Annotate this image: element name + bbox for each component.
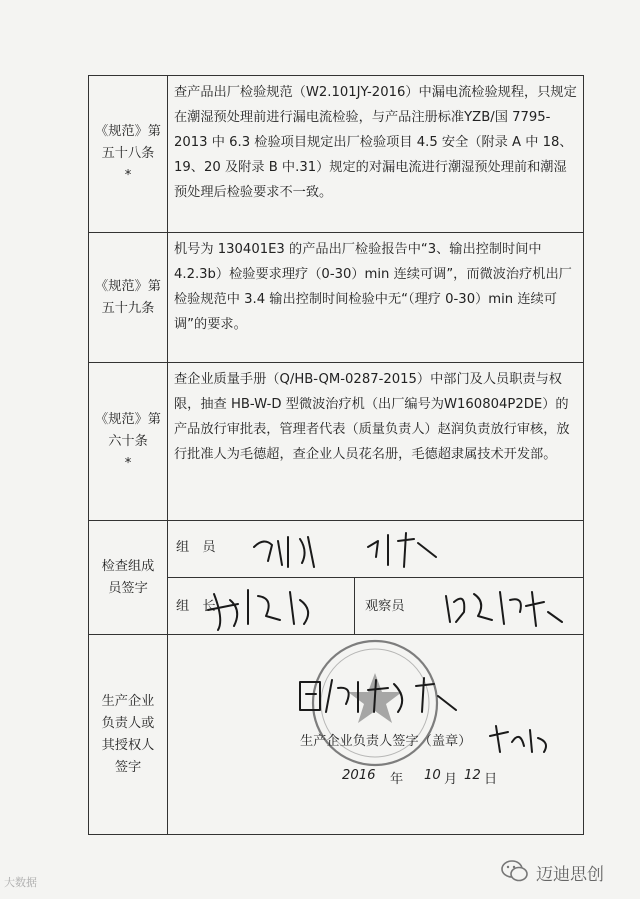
clause-label-59-line1: 《规范》第 (95, 278, 161, 294)
row-59 (89, 233, 584, 363)
inspection-label (89, 521, 168, 635)
clause-label-60-line2: 六十条 (108, 433, 148, 449)
date-month: 10 (424, 768, 441, 783)
date-day: 12 (464, 768, 481, 783)
enterprise-label-line3: 其授权人 (101, 737, 155, 753)
clause-label-59 (89, 233, 168, 363)
row-58 (89, 76, 584, 233)
clause-label-60-line1: 《规范》第 (95, 411, 161, 427)
clause-label-60-line3: * (124, 455, 132, 471)
member-signature-row (168, 521, 583, 577)
inspection-signature-row (89, 521, 584, 635)
enterprise-label (89, 635, 168, 835)
observer-label: 观察员 (365, 599, 405, 614)
clause-label-58-line1: 《规范》第 (95, 124, 161, 139)
footer-watermark: 大数据 (4, 876, 37, 889)
inspection-label-line1: 检查组成 (101, 558, 155, 574)
brand-name: 迈迪思创 (536, 865, 604, 885)
clause-label-58 (89, 76, 168, 233)
clause-label-58-line2: 五十八条 (101, 146, 155, 161)
member-signature-image (248, 527, 448, 575)
enterprise-label-line4: 签字 (114, 759, 142, 775)
wechat-icon (500, 858, 530, 884)
clause-text-58: 查产品出厂检验规范（W2.101JY-2016）中漏电流检验规程，只规定在潮湿预处理前进行漏电流检验，与产品注册标准YZB/国 7795-2013 中 6.3 检验项目规定出厂检验项目 4.5 安全（附录 A 中 18、19、20 及附录 B 中.31）规定的对漏电流进行潮湿预处理前和潮湿预处理后检验要求不一致。 (174, 85, 577, 200)
clause-content-58 (168, 76, 584, 233)
clause-text-59: 机号为 130401E3 的产品出厂检验报告中“3、输出控制时间中 4.2.3b）检验要求理疗（0-30）min 连续可调”，而微波治疗机出厂检验规范中 3.4 输出控制时间检验中无“（理疗 0-30）min 连续可调”的要求。 (174, 242, 572, 332)
enterprise-label-line2: 负责人或 (101, 715, 155, 731)
row-60 (89, 363, 584, 521)
inspection-signature-cell (168, 521, 584, 635)
clause-content-60 (168, 363, 584, 521)
clause-text-60: 查企业质量手册（Q/HB-QM-0287-2015）中部门及人员职责与权限，抽查 HB-W-D 型微波治疗机（出厂编号为W160804P2DE）的产品放行审批表，管理者代表（质量负责人）赵润负责放行审核，放行批准人为毛德超，查企业人员花名册，毛德超隶属技术开发部。 (174, 372, 570, 462)
inspection-label-line2: 员签字 (108, 580, 148, 596)
clause-label-58-line3: * (124, 168, 132, 183)
date-day-suffix: 日 (484, 772, 498, 787)
observer-box (354, 578, 433, 634)
member-label: 组 员 (176, 540, 216, 555)
date-month-suffix: 月 (444, 772, 458, 787)
consent-handwriting (296, 672, 466, 718)
enterprise-label-line1: 生产企业 (101, 693, 155, 709)
leader-signature-row (168, 577, 583, 634)
clause-content-59 (168, 233, 584, 363)
leader-label: 组 长 (176, 599, 216, 614)
clause-label-59-line2: 五十九条 (101, 300, 155, 316)
leader-signature-image (204, 580, 344, 634)
enterprise-signature-image (486, 722, 556, 756)
date-year: 2016 (342, 768, 376, 783)
date-year-suffix: 年 (390, 772, 404, 787)
observer-signature-image (440, 582, 580, 632)
clause-label-60 (89, 363, 168, 521)
enterprise-sign-line: 生产企业负责人签字（盖章） (300, 734, 472, 749)
